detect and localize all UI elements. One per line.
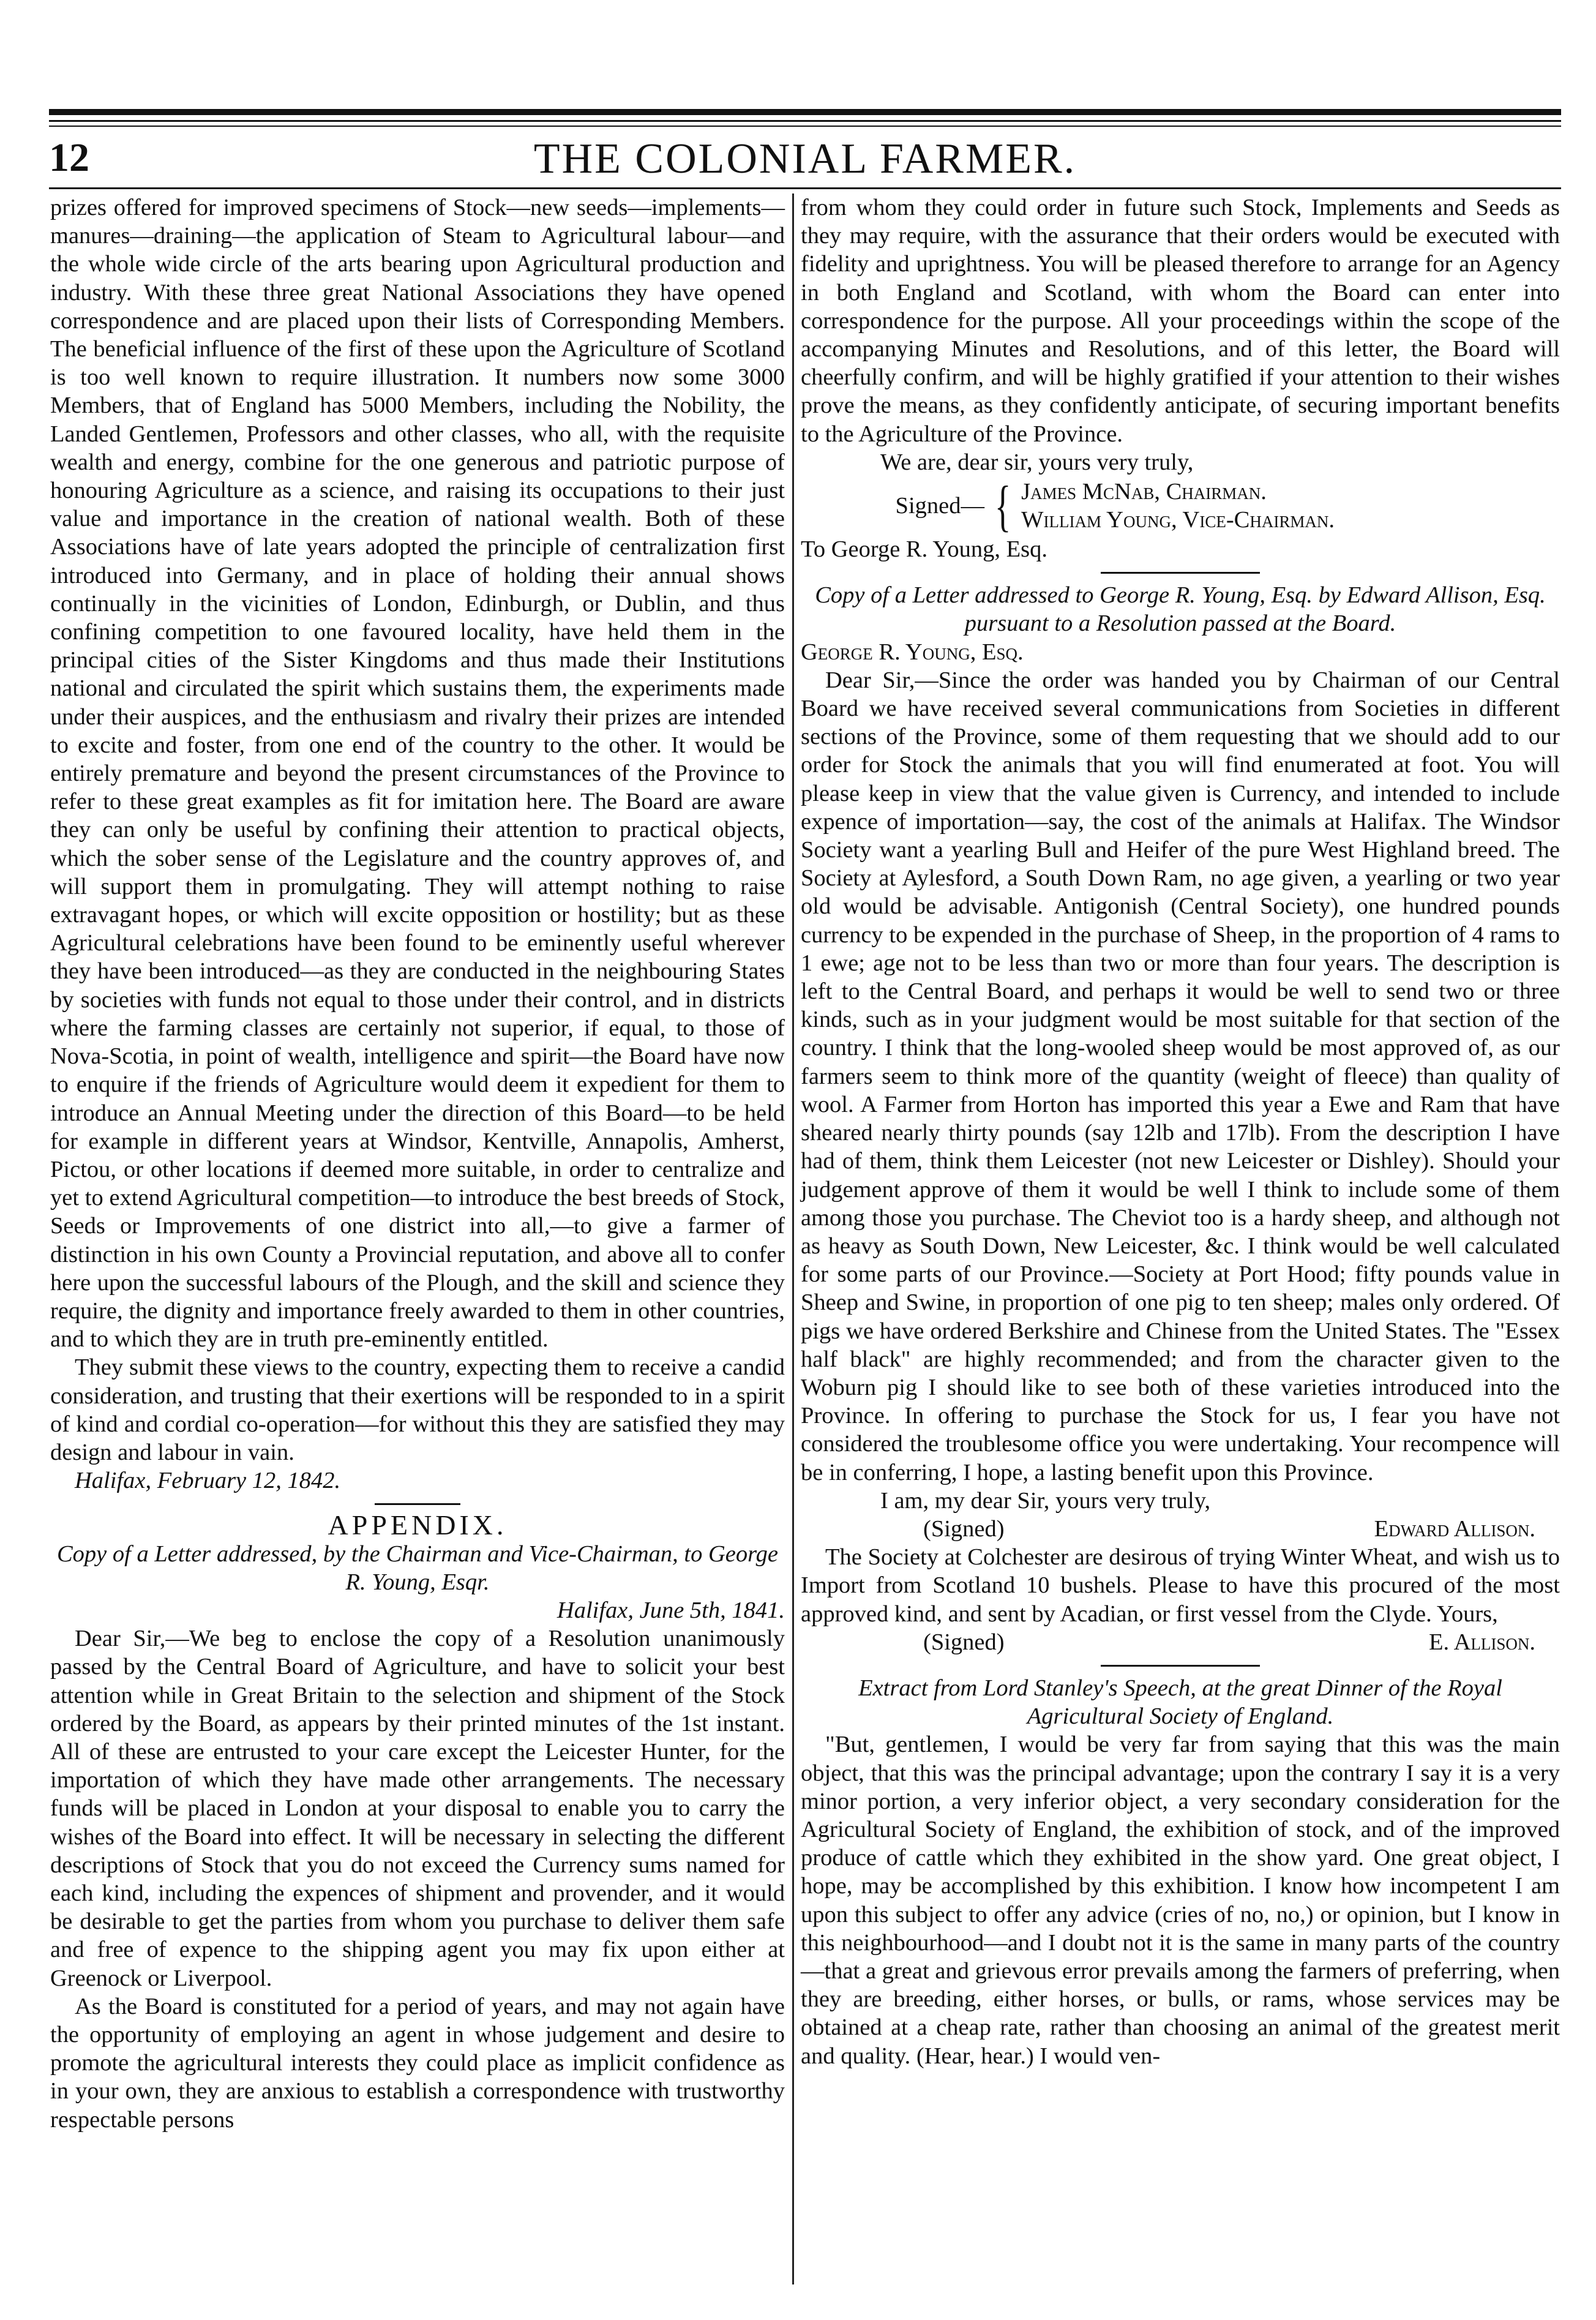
body-paragraph: Dear Sir,—We beg to enclose the copy of a Resolution unanimously passed by the Central Board of Agriculture, and have to solicit your best attention while in Great Britain to the selection and shipment of the Stock ordered by the Board, as appears by their printed minutes of the 1st instant. All of these are entrusted to your care except the Leicester Hunter, for the importation of which they have made other arrangements. The necessary funds will be placed in London at your disposal to enable you to carry the wishes of the Board into effect. It will be necessary in selecting the different descriptions of Stock that you do not exceed the Currency sums named for each kind, including the expences of shipment and provender, and it would be desirable to get the parties from whom you purchase to deliver them safe and free of expence to the shipping agent you may fix upon either at Greenock or Liverpool. [50, 1626, 785, 1991]
signature-line [801, 1515, 1560, 1543]
body-paragraph: prizes offered for improved specimens of Stock—new seeds—implements—manures—draining—the application of Steam to Agricultural labour—and the whole wide circle of the arts bearing upon Agricultural production and industry. With these three great National Associations they have opened correspondence and are placed upon their lists of Corresponding Members. The beneficial influence of the first of these upon the Agriculture of Scotland is too well known to require illustration. It numbers now some 3000 Members, that of England has 5000 Members, including the Nobility, the Landed Gentlemen, Professors and other classes, who all, with the requisite wealth and energy, combine for the one generous and patriotic purpose of honouring Agriculture as a science, and raising its occupations to their just value and importance in the creation of national wealth. Both of these Associations have of late years adopted the principle of centralization first introduced into Germany, and in place of holding their annual shows continually in the vicinities of London, Edinburgh, or Dublin, and thus confining competition to one favoured locality, have held them in the principal cities of the Sister Kingdoms and thus made their Institutions national and circulated the spirit which sustains them, the experiments made under their auspices, and the enthusiasm and rivalry their prizes are intended to excite and foster, from one end of the country to the other. It would be entirely premature and beyond the present circumstances of the Province to refer to these great examples as fit for imitation here. The Board are aware they can only be useful by confining their attention to practical objects, which the sober sense of the Legislature and the country approves of, and will support them in promulgating. They will attempt nothing to raise extravagant hopes, or which will excite opposition or hostility; but as these Agricultural celebrations have been found to be eminently useful wherever they have been introduced—as they are conducted in the neighbouring States by societies with funds not equal to those under their control, and in districts where the farming classes are certainly not superior, if equal, to those of Nova-Scotia, in point of wealth, intelligence and spirit—the Board have now to enquire if the friends of Agriculture would deem it expedient for them to introduce an Annual Meeting under the direction of this Board—to be held for example in different years at Windsor, Kentville, Annapolis, Amherst, Pictou, or other locations if deemed more suitable, in order to centralize and yet to extend Agricultural competition—to introduce the best breeds of Stock, Seeds or Improvements of one district into all,—to give a farmer of distinction in his own County a Provincial reputation, and above all to confer here upon the successful labours of the Plough, and the skill and science they require, the dignity and importance freely awarded to them in other countries, and to which they are in truth pre-eminently entitled. [50, 195, 785, 1353]
signer-name: William Young, Vice-Chairman. [1021, 507, 1335, 533]
section-rule [1101, 572, 1260, 574]
column-divider [792, 193, 794, 2284]
letter-date: Halifax, June 5th, 1841. [556, 1597, 785, 1623]
top-rule-hair [49, 126, 1561, 127]
signature-block [801, 475, 1560, 538]
header-rule [49, 187, 1561, 189]
letter-title: Copy of a Letter addressed, by the Chairman and Vice-Chairman, to George R. Young, Esqr. [56, 1541, 779, 1595]
dateline: Halifax, February 12, 1842. [75, 1468, 341, 1494]
appendix-heading: APPENDIX. [328, 1509, 508, 1541]
body-paragraph: "But, gentlemen, I would be very far from saying that this was the main object, that this was the principal advantage; upon the contrary I say it is a very minor portion, a very inferior object, a very secondary consideration for the Agricultural Society of England, the exhibition of stock, and of the improved produce of cattle which they exhibited in the show yard. One great object, I hope, may be accomplished by this exhibition. I know how incompetent I am upon this subject to offer any advice (cries of no, no,) or opinion, but I know in this neighbourhood—and I doubt not it is the same in many parts of the country—that a great and grievous error prevails among the farmers of preferring, when they are breeding, either horses, or bulls, or rams, whose services may be obtained at a cheap rate, rather than choosing an animal of the greatest merit and quality. (Hear, hear.) I would ven- [801, 1732, 1560, 2069]
running-title: THE COLONIAL FARMER. [533, 135, 1077, 182]
signer-names [1021, 478, 1335, 534]
page-number: 12 [49, 135, 89, 180]
signed-label: (Signed) [923, 1515, 1005, 1542]
page-header [49, 135, 1561, 190]
signer-name: Edward Allison. [1374, 1515, 1535, 1542]
addressee: To George R. Young, Esq. [801, 536, 1048, 563]
signer-name: E. Allison. [1428, 1629, 1535, 1655]
signed-label: Signed— [895, 492, 984, 519]
top-rule-thick [49, 109, 1561, 115]
letter-closing: We are, dear sir, yours very truly, [880, 449, 1194, 475]
salutation: George R. Young, Esq. [801, 639, 1024, 665]
signature-line [801, 1628, 1560, 1656]
section-rule [375, 1503, 460, 1505]
body-paragraph: Dear Sir,—Since the order was handed you by Chairman of our Central Board we have received several communications from Societies in different sections of the Province, some of them requesting that we should add to our order for Stock the animals that you will find enumerated at foot. You will please keep in view that the value given is Currency, and intended to include expence of importation—say, the cost of the animals at Halifax. The Windsor Society want a yearling Bull and Heifer of the pure West Highland breed. The Society at Aylesford, a South Down Ram, no age given, a yearling or two year old would be advisable. Antigonish (Central Society), one hundred pounds currency to be expended in the purchase of Sheep, in the proportion of 4 rams to 1 ewe; age not to be less than two or more than four years. The description is left to the Central Board, and perhaps it would be well to send two or three kinds, such as in your judgment would be most suitable for that section of the country. I think that the long-wooled sheep would be most approved of, as our farmers seem to think more of the quantity (weight of fleece) than quality of wool. A Farmer from Horton has imported this year a Ewe and Ram that have sheared nearly thirty pounds (say 12lb and 17lb). From the description I have had of them, think them Leicester (not new Leicester or Dishley). Should your judgement approve of them it would be well I think to include some of them among those you purchase. The Cheviot too is a hardy sheep, and although not as heavy as South Down, New Leicester, &c. I think would be well calculated for some parts of our Province.—Society at Port Hood; fifty pounds value in Sheep and Swine, in proportion of one pig to ten sheep; males only ordered. Of pigs we have ordered Berkshire and Chinese from the United States. The "Essex half black" are highly recommended; and from the character given to the Woburn pig I should like to see both of these varieties introduced into the Province. In offering to purchase the Stock for us, I fear you have not considered the troublesome office you were undertaking. Your recompence will be in conferring, I hope, a lasting benefit upon this Province. [801, 667, 1560, 1485]
letter-closing: I am, my dear Sir, yours very truly, [880, 1487, 1211, 1514]
body-paragraph: from whom they could order in future such Stock, Implements and Seeds as they may require, with the assurance that their orders would be executed with fidelity and uprightness. You will be pleased therefore to arrange for an Agency in both England and Scotland, with whom the Board can enter into correspondence for the purpose. All your proceedings within the scope of the accompanying Minutes and Resolutions, and of this letter, the Board will cheerfully confirm, and will be highly gratified if your attention to their wishes prove the means, as they confidently anticipate, of securing important benefits to the Agriculture of the Province. [801, 195, 1560, 447]
left-column [50, 193, 785, 2134]
right-column [801, 193, 1560, 2070]
body-paragraph: They submit these views to the country, expecting them to receive a candid consideration, and trusting that their exertions will be responded to in a spirit of kind and cordial co-operation—for without this they are satisfied they may design and labour in vain. [50, 1354, 785, 1465]
extract-title: Extract from Lord Stanley's Speech, at the great Dinner of the Royal Agricultural Society of England. [858, 1675, 1502, 1730]
body-paragraph: The Society at Colchester are desirous of trying Winter Wheat, and wish us to Import from Scotland 10 bushels. Please to have this procured of the most approved kind, and sent by Acadian, or first vessel from the Clyde. Yours, [801, 1544, 1560, 1627]
top-rule-thin [49, 120, 1561, 122]
letter-title: Copy of a Letter addressed to George R. Young, Esq. by Edward Allison, Esq. pursuant to a Resolution passed at the Board. [815, 582, 1546, 637]
body-paragraph: As the Board is constituted for a period of years, and may not again have the opportunity of employing an agent in whose judgement and desire to promote the agricultural interests they could place as implicit confidence as in your own, they are anxious to establish a correspondence with trustworthy respectable persons [50, 1993, 785, 2133]
signed-label: (Signed) [923, 1629, 1005, 1655]
signer-name: James McNab, Chairman. [1021, 479, 1267, 505]
section-rule [1101, 1665, 1260, 1667]
brace-glyph: { [994, 475, 1011, 538]
